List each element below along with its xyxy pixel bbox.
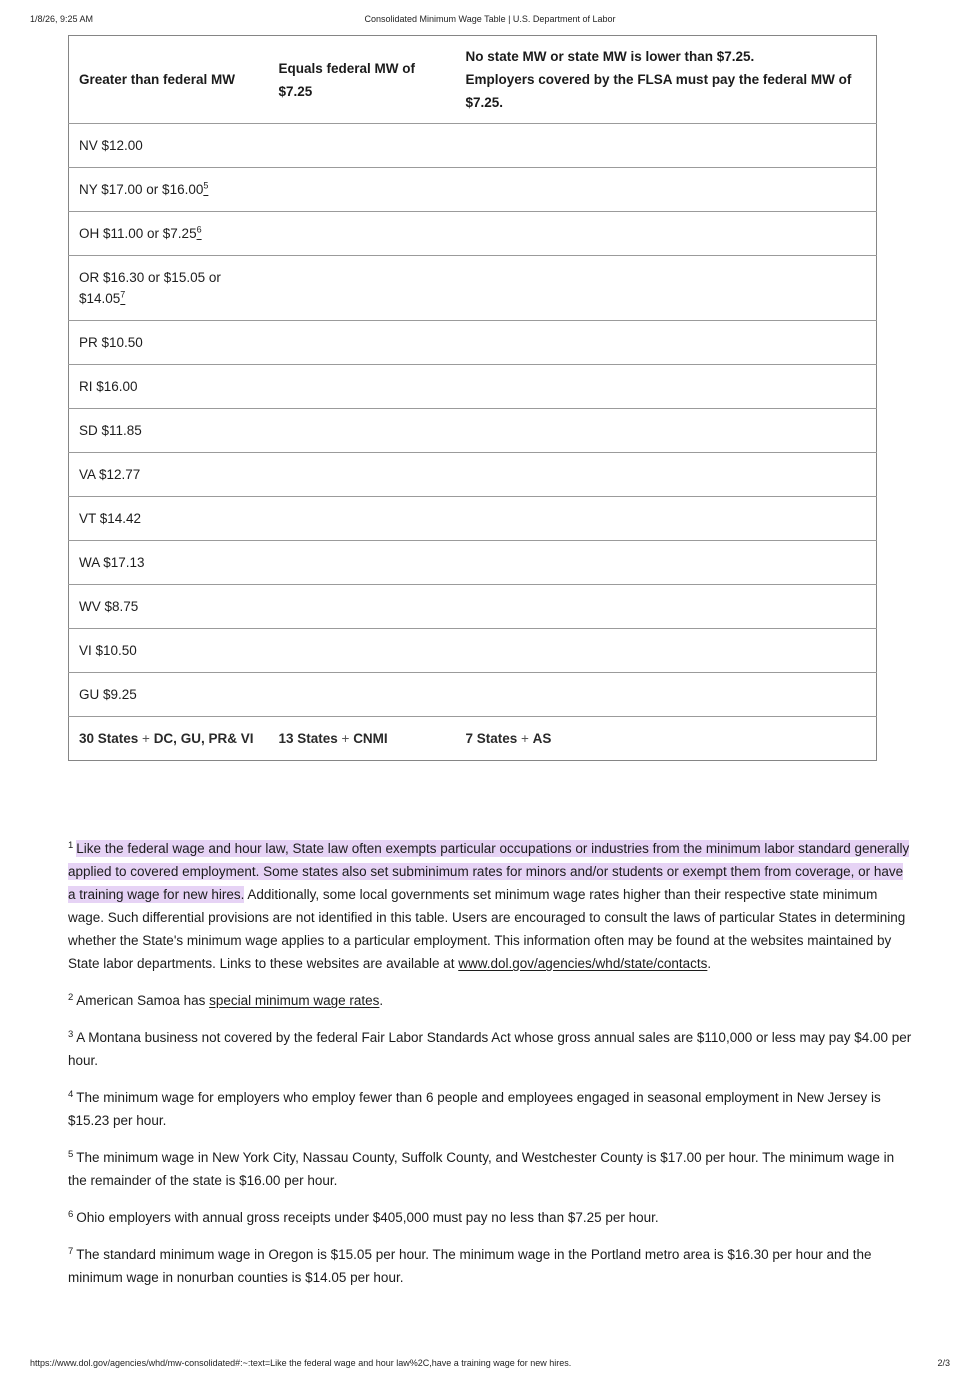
totals-row [69,717,877,761]
table-row [69,673,877,717]
empty-cell [269,629,456,673]
column-header-no-state-mw-line2: Employers covered by the FLSA must pay the federal MW of $7.25. [465,72,852,110]
state-wage-cell: SD $11.85 [79,423,142,438]
footnote-ref-link[interactable]: 7 [120,289,126,300]
column-header-no-state-mw-line1: No state MW or state MW is lower than $7.25. [465,49,755,64]
empty-cell [456,453,877,497]
empty-cell [456,409,877,453]
plus-sign: + [337,731,354,746]
footnote-text: Additionally, some local governments set minimum wage rates higher than their respective state minimum wage. Such differential provisions are not identified in this table. Users are encouraged to consult the laws of particular States in determining whether the State's minimum wage applies to a particular employment. This information often may be found at the websites maintained by State labor departments. Links to these websites are available at [68,887,906,971]
state-wage-cell: VT $14.42 [79,511,142,526]
print-title: Consolidated Minimum Wage Table | U.S. Department of Labor [364,14,616,24]
footnote-ref-link[interactable]: 5 [203,180,209,191]
empty-cell [456,673,877,717]
empty-cell [456,629,877,673]
footnote-2 [68,989,912,1012]
minimum-wage-table [68,35,877,761]
footnote-number: 1 [68,839,74,851]
empty-cell [456,585,877,629]
empty-cell [269,541,456,585]
footnote-6 [68,1206,912,1229]
footnote-link[interactable]: www.dol.gov/agencies/whd/state/contacts [458,956,708,971]
footnote-text: . [707,956,712,971]
footnote-ref-link[interactable]: 6 [196,224,202,235]
footnote-1 [68,837,912,975]
footnote-text: A Montana business not covered by the federal Fair Labor Standards Act whose gross annual sales are $110,000 or less may pay $4.00 per hour. [68,1030,912,1068]
table-row [69,497,877,541]
empty-cell [269,453,456,497]
footnote-text: . [379,993,384,1008]
print-datetime: 1/8/26, 9:25 AM [30,14,94,24]
print-header [0,14,980,24]
empty-cell [456,321,877,365]
footnote-number: 4 [68,1088,74,1100]
table-header-row [69,36,877,124]
table-row [69,212,877,256]
state-wage-cell: VA $12.77 [79,467,141,482]
totals-territories: DC, GU, PR& VI [153,731,254,746]
empty-cell [456,541,877,585]
footnote-number: 5 [68,1148,74,1160]
empty-cell [456,168,877,212]
totals-equals-federal [269,717,456,761]
state-wage-cell: OR $16.30 or $15.05 or $14.05$^7$ [79,270,221,306]
footnote-3 [68,1026,912,1072]
table-row [69,629,877,673]
footnote-7 [68,1243,912,1289]
empty-cell [269,124,456,168]
footnotes-section [68,837,912,1289]
table-row [69,124,877,168]
totals-territories: CNMI [353,731,388,746]
state-wage-cell: GU $9.25 [79,687,137,702]
page-content [68,35,912,1303]
highlighted-text: Like the federal wage and hour law, State law often exempts particular occupations or industries from the minimum labor standard generally applied to covered employment. Some states also set subminimum rates for minors and/or students or exempt them from coverage, or have a training wage for new hires. [68,841,910,902]
footnote-text: Ohio employers with annual gross receipts under $405,000 must pay no less than $7.25 per hour. [76,1210,659,1225]
plus-sign: + [138,731,154,746]
totals-count: 13 States [278,731,338,746]
state-wage-cell: VI $10.50 [79,643,137,658]
state-wage-cell: WA $17.13 [79,555,145,570]
column-header-no-state-mw [456,36,877,124]
state-wage-cell: NY $17.00 or $16.00$^5$ [79,180,209,197]
table-row [69,168,877,212]
state-wage-cell: WV $8.75 [79,599,139,614]
footnote-text: American Samoa has [76,993,210,1008]
state-wage-cell: PR $10.50 [79,335,143,350]
state-wage-cell: RI $16.00 [79,379,138,394]
footnote-number: 6 [68,1208,74,1220]
footnote-number: 7 [68,1245,74,1257]
totals-count: 30 States [79,731,139,746]
empty-cell [456,365,877,409]
table-totals [69,717,877,761]
footnote-link[interactable]: special minimum wage rates [209,993,380,1008]
footnote-5 [68,1146,912,1192]
table-row [69,256,877,321]
table-row [69,585,877,629]
empty-cell [269,256,456,321]
table-header [69,36,877,124]
table-row [69,321,877,365]
empty-cell [269,497,456,541]
empty-cell [269,168,456,212]
totals-territories: AS [532,731,552,746]
state-wage-cell: NV $12.00 [79,138,143,153]
plus-sign: + [517,731,533,746]
empty-cell [456,497,877,541]
totals-count: 7 States [465,731,518,746]
totals-no-state-mw [456,717,877,761]
empty-cell [456,212,877,256]
table-row [69,409,877,453]
empty-cell [269,321,456,365]
empty-cell [269,409,456,453]
table-row [69,541,877,585]
table-body [69,124,877,717]
table-row [69,365,877,409]
footnote-text: The minimum wage in New York City, Nassau County, Suffolk County, and Westchester County is $17.00 per hour. The minimum wage in the remainder of the state is $16.00 per hour. [68,1150,895,1188]
totals-greater-than-federal [69,717,269,761]
footnote-4 [68,1086,912,1132]
state-wage-cell: OH $11.00 or $7.25$^6$ [79,224,202,241]
empty-cell [456,256,877,321]
print-footer [30,1358,950,1368]
footnote-text: The standard minimum wage in Oregon is $15.05 per hour. The minimum wage in the Portland metro area is $16.30 per hour and the minimum wage in nonurban counties is $14.05 per hour. [68,1247,872,1285]
column-header-equals-federal-mw: Equals federal MW of $7.25 [278,60,416,99]
print-page-number: 2/3 [937,1358,950,1368]
footnote-number: 2 [68,991,74,1003]
empty-cell [269,365,456,409]
footnote-text: The minimum wage for employers who employ fewer than 6 people and employees engaged in seasonal employment in New Jersey is $15.23 per hour. [68,1090,881,1128]
table-row [69,453,877,497]
empty-cell [269,212,456,256]
footnote-number: 3 [68,1028,74,1040]
empty-cell [456,124,877,168]
empty-cell [269,585,456,629]
empty-cell [269,673,456,717]
print-source-url: https://www.dol.gov/agencies/whd/mw-consolidated#:~:text=Like the federal wage and hour law%2C,have a training wage for new hires. [30,1358,572,1368]
column-header-greater-than-federal-mw: Greater than federal MW [79,72,236,87]
